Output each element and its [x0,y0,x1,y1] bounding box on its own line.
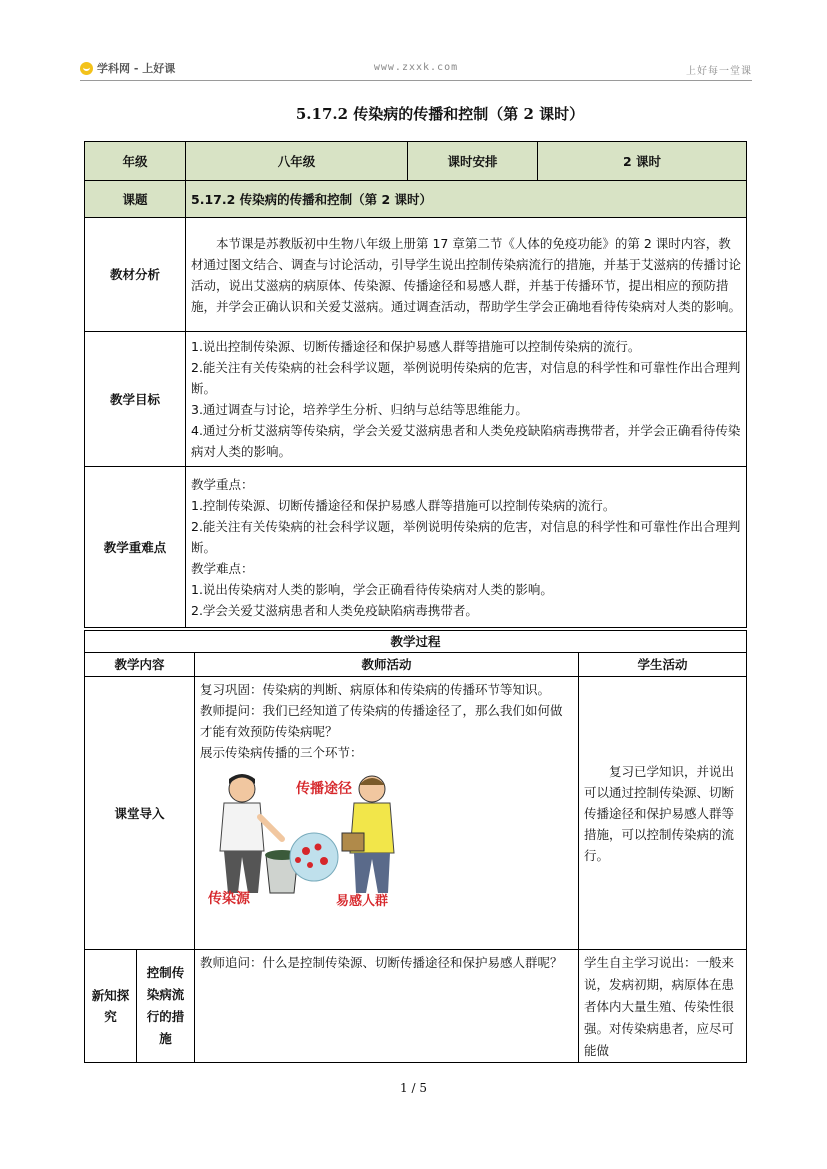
intro-label: 课堂导入 [85,677,195,950]
analysis-label: 教材分析 [85,218,186,332]
explore-teacher-text: 教师追问：什么是控制传染源、切断传播途径和保护易感人群呢？ [200,955,563,970]
germ [307,862,313,868]
intro-student-cell [579,677,747,950]
hours-value: 2 课时 [538,142,747,181]
lesson-info-table [84,141,747,628]
goals-label: 教学目标 [85,332,186,467]
route-circle [290,833,338,881]
focus-item: 2.能关注有关传染病的社会科学议题，举例说明传染病的危害，对信息的科学性和可靠性作出合理判断。 [191,518,741,555]
route-label: 传播途径 [296,781,352,797]
difficulty-item: 2.学会关爱艾滋病患者和人类免疫缺陷病毒携带者。 [191,602,478,618]
intro-student-text: 复习已学知识，并说出可以通过控制传染源、切断传播途径和保护易感人群等措施，可以控制传染病的流行。 [584,763,735,863]
grade-value: 八年级 [186,142,408,181]
site-url: www.zxxk.com [373,62,459,73]
transmission-illustration [204,767,404,907]
explore-student-cell [579,950,747,1063]
col-student-header: 学生活动 [579,653,747,677]
focus-item: 1.控制传染源、切断传播途径和保护易感人群等措施可以控制传染病的流行。 [191,497,616,513]
topic-label: 课题 [85,181,186,218]
document-title: 5.17.2 传染病的传播和控制（第 2 课时） [295,105,585,123]
goal-item: 4.通过分析艾滋病等传染病，学会关爱艾滋病患者和人类免疫缺陷病毒携带者，并学会正确看待传染病对人类的影响。 [191,423,741,459]
source-arm [260,817,282,839]
susceptible-pants [354,853,390,893]
germ [295,857,301,863]
site-slogan: 上好每一堂课 [686,66,752,77]
germ [302,847,310,855]
intro-teacher-line: 展示传染病传播的三个环节： [200,745,363,760]
intro-teacher-line: 教师提问：我们已经知道了传染病的传播途径了，那么我们如何做才能有效预防传染病呢？ [200,703,563,739]
page-number: 1 / 5 [400,1081,427,1095]
susceptible-label: 易感人群 [336,894,389,907]
header-divider [80,80,752,81]
explore-label: 新知探究 [85,950,137,1063]
page-header [80,58,752,82]
goals-cell [186,332,747,467]
susceptible-bag [342,833,364,851]
difficulty-title: 教学难点： [191,560,254,576]
goal-item: 2.能关注有关传染病的社会科学议题，举例说明传染病的危害，对信息的科学性和可靠性作出合理判断。 [191,360,741,396]
goal-item: 1.说出控制传染源、切断传播途径和保护易感人群等措施可以控制传染病的流行。 [191,339,641,354]
difficulty-item: 1.说出传染病对人类的影响，学会正确看待传染病对人类的影响。 [191,581,553,597]
explore-student-text: 学生自主学习说出：一般来说，发病初期，病原体在患者体内大量生殖、传染性很强。对传染病患者，应尽可能做 [584,955,735,1058]
process-title: 教学过程 [85,631,747,653]
key-points-label: 教学重难点 [85,467,186,628]
hours-label: 课时安排 [408,142,538,181]
germ [320,857,328,865]
grade-label: 年级 [85,142,186,181]
intro-teacher-cell [195,677,579,950]
col-content-header: 教学内容 [85,653,195,677]
germ [315,844,322,851]
intro-teacher-line: 复习巩固：传染病的判断、病原体和传染病的传播环节等知识。 [200,682,551,697]
source-pants [224,851,262,893]
goal-item: 3.通过调查与讨论，培养学生分析、归纳与总结等思维能力。 [191,402,528,417]
source-label: 传染源 [208,891,250,907]
source-shirt [220,803,264,851]
key-points-cell [186,467,747,628]
teaching-process-table [84,630,747,1063]
explore-sub-label: 控制传染病流行的措施 [137,950,195,1063]
topic-value: 5.17.2 传染病的传播和控制（第 2 课时） [186,181,747,218]
col-teacher-header: 教师活动 [195,653,579,677]
focus-title: 教学重点： [191,476,254,492]
analysis-text: 本节课是苏教版初中生物八年级上册第 17 章第二节《人体的免疫功能》的第 2 课时内容，教材通过图文结合、调查与讨论活动，引导学生说出控制传染病流行的措施，并基于艾滋病的传播讨论活动，说出艾滋病的病原体、传染源、传播途径和易感人群，并基于传播环节，提出相应的预防措施，并学会正确认识和关爱艾滋病。通过调查活动，帮助学生学会正确地看待传染病对人类的影响。 [191,235,742,314]
logo-text: 学科网 - 上好课 [97,62,176,75]
analysis-cell [186,218,747,332]
explore-teacher-cell [195,950,579,1063]
